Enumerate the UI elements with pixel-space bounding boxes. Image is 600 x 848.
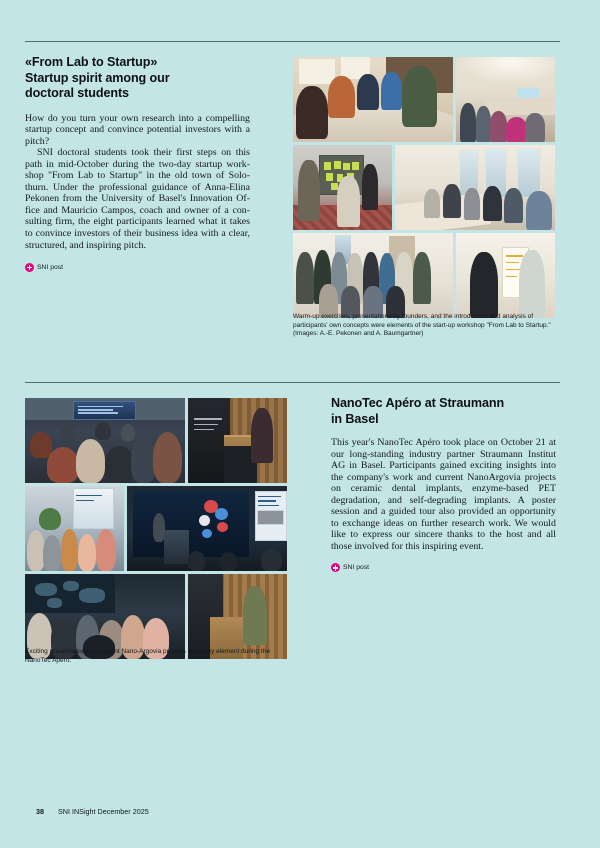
photo-speaker-beside-lectern xyxy=(188,574,287,659)
plus-circle-icon xyxy=(331,563,340,572)
collage-row xyxy=(25,574,287,659)
paragraph: This year's NanoTec Apéro took place on October 21 at our long-standing industry partner Straumann Institut AG in Basel. Participants gained exciting insights into the company's work and current NanoArgovia projects on ceramic dental implants, enzyme-based PET degradation, and self-degrading implants. A poster session and a guided tour also provided an opportunity to exchange ideas on further research work. We would like to express our sincere thanks to the host and all those involved for this inspiring event. xyxy=(331,437,556,552)
article-body xyxy=(331,437,556,552)
photo-group-portrait xyxy=(293,233,453,318)
paragraph: How do you turn your own research into a compelling startup concept and convince potential investors with a pitch? xyxy=(25,112,250,147)
footer-page-number: 38 xyxy=(36,807,44,816)
photo-audience-from-behind xyxy=(25,398,185,483)
photo-flipchart-presentation xyxy=(456,233,555,318)
article-headline xyxy=(25,55,250,102)
photo-seminar-room xyxy=(456,57,555,142)
nanotec-apero-photo-collage xyxy=(25,398,287,659)
plus-circle-icon xyxy=(25,263,34,272)
photo-warmup-exercise xyxy=(293,57,453,142)
divider-middle xyxy=(25,382,560,383)
caption-nanotec-apero xyxy=(25,648,290,665)
caption-text: Exciting presentations on current Nano-Argovia projects are a key element during the NanoTec Apéro. xyxy=(25,648,270,664)
photo-long-table-meeting xyxy=(395,145,555,230)
photo-stage-molecule-slide xyxy=(127,486,287,571)
sni-post-label: SNI post xyxy=(343,564,370,572)
collage-row xyxy=(25,486,287,571)
headline-line-2: in Basel xyxy=(331,411,379,426)
sni-post-label: SNI post xyxy=(37,264,64,272)
page-footer xyxy=(36,807,149,816)
headline-line-3: doctoral students xyxy=(25,86,129,100)
photo-speaker-at-lectern xyxy=(188,398,287,483)
collage-grid xyxy=(25,398,287,659)
headline-line-1: «From Lab to Startup» xyxy=(25,55,158,69)
sni-post-tag[interactable] xyxy=(25,263,250,272)
collage-row xyxy=(293,57,555,142)
collage-row xyxy=(293,233,555,318)
collage-row xyxy=(25,398,287,483)
article-headline xyxy=(331,396,556,427)
article-from-lab-to-startup xyxy=(25,55,250,272)
photo-audience-with-banner xyxy=(25,486,124,571)
startup-workshop-photo-collage xyxy=(293,57,555,318)
headline-line-2: Startup spirit among our xyxy=(25,70,170,85)
collage-row xyxy=(293,145,555,230)
caption-startup-workshop xyxy=(293,313,555,339)
sni-post-tag[interactable] xyxy=(331,563,556,572)
footer-publication: SNI INSight December 2025 xyxy=(58,807,149,816)
headline-line-1: NanoTec Apéro at Straumann xyxy=(331,396,505,410)
article-nanotec-apero xyxy=(331,396,556,572)
divider-top xyxy=(25,41,560,42)
paragraph: SNI doctoral students took their first steps on this path in mid-October during the two-day startup workshop "From Lab to Startup" in the old town of Solothurn. Under the professional guidance of Anna-Elina Pekonen from the University of Basel's Innovation Office and Mauricio Campos, coach and owner of a consulting firm, the eight participants learned what it takes to convince investors of their business idea with a clear, structured, and inspiring pitch. xyxy=(25,147,250,251)
caption-text: Warm-up exercises, presentations by founders, and the introduction and analysis of participants' own concepts were elements of the start-up workshop "From Lab to Startup." (Images: A.-E. Pekonen and A. Baumgartner) xyxy=(293,313,551,338)
photo-audience-world-map xyxy=(25,574,185,659)
article-body xyxy=(25,113,250,252)
collage-grid xyxy=(293,57,555,318)
photo-sticky-note-board xyxy=(293,145,392,230)
